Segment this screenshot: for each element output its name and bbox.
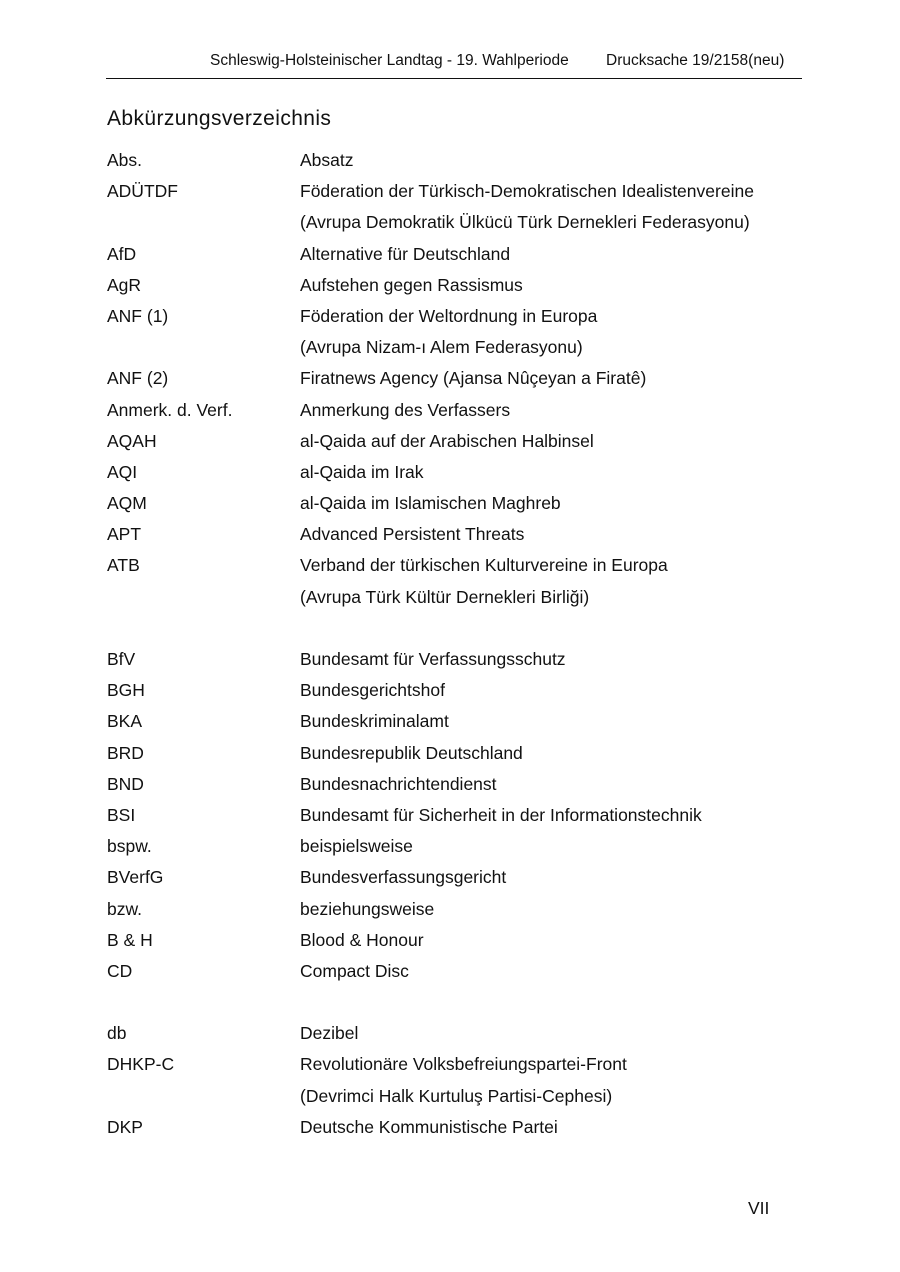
definition: Anmerkung des Verfassers	[300, 399, 511, 420]
definition: al-Qaida auf der Arabischen Halbinsel	[300, 430, 594, 451]
list-item	[107, 426, 797, 457]
definition: Bundesamt für Verfassungsschutz	[300, 649, 566, 669]
header-document-number: Drucksache 19/2158(neu)	[606, 52, 785, 69]
list-item	[107, 1049, 797, 1080]
list-item	[107, 550, 797, 581]
abbreviation: Anmerk. d. Verf.	[107, 399, 233, 420]
abbreviation: AQM	[107, 493, 147, 514]
page-number: VII	[748, 1198, 770, 1218]
definition: Dezibel	[300, 1023, 359, 1044]
abbreviation: BGH	[107, 680, 145, 701]
abbreviation: DKP	[107, 1116, 143, 1137]
list-item	[107, 457, 797, 488]
abbreviation: AQAH	[107, 430, 157, 451]
abbreviation: AgR	[107, 274, 142, 295]
page-header	[106, 52, 802, 79]
list-spacer	[107, 987, 797, 1018]
abbreviation-list	[107, 145, 797, 1143]
list-item	[107, 176, 797, 207]
definition: Verband der türkischen Kulturvereine in Europa	[300, 555, 668, 576]
definition: (Devrimci Halk Kurtuluş Partisi-Cephesi)	[300, 1085, 613, 1106]
list-item	[107, 488, 797, 519]
page-title: Abkürzungsverzeichnis	[107, 107, 332, 130]
abbreviation: ATB	[107, 555, 140, 576]
list-item	[107, 925, 797, 956]
abbreviation: BVerfG	[107, 867, 164, 888]
list-item	[107, 800, 797, 831]
abbreviation: BfV	[107, 649, 136, 669]
abbreviation: Abs.	[107, 150, 143, 170]
abbreviation: BND	[107, 773, 144, 794]
list-item	[107, 1081, 797, 1112]
list-item	[107, 301, 797, 332]
definition: Alternative für Deutschland	[300, 243, 511, 264]
list-item	[107, 239, 797, 270]
definition: Firatnews Agency (Ajansa Nûçeyan a Firatê)	[300, 368, 647, 389]
abbreviation: ANF (2)	[107, 368, 169, 389]
definition: Absatz	[300, 150, 354, 170]
definition: beziehungsweise	[300, 898, 435, 919]
definition: al-Qaida im Irak	[300, 461, 424, 482]
definition: Aufstehen gegen Rassismus	[300, 274, 523, 295]
definition: (Avrupa Nizam-ı Alem Federasyonu)	[300, 337, 583, 358]
list-item	[107, 738, 797, 769]
abbreviation: AQI	[107, 461, 138, 482]
list-item	[107, 332, 797, 363]
definition: Föderation der Weltordnung in Europa	[300, 305, 598, 326]
list-spacer	[107, 613, 797, 644]
definition: Advanced Persistent Threats	[300, 524, 525, 545]
list-item	[107, 145, 797, 176]
list-item	[107, 395, 797, 426]
definition: al-Qaida im Islamischen Maghreb	[300, 493, 561, 514]
abbreviation: BSI	[107, 804, 136, 825]
abbreviation: APT	[107, 524, 142, 545]
definition: (Avrupa Türk Kültür Dernekleri Birliği)	[300, 586, 590, 607]
abbreviation: AfD	[107, 243, 137, 264]
list-item	[107, 1112, 797, 1143]
abbreviation: bzw.	[107, 898, 143, 919]
list-item	[107, 644, 797, 675]
list-item	[107, 769, 797, 800]
abbreviation: DHKP-C	[107, 1054, 175, 1075]
definition: Bundesrepublik Deutschland	[300, 742, 523, 763]
header-title: Schleswig-Holsteinischer Landtag - 19. Wahlperiode	[210, 52, 569, 69]
abbreviation: ANF (1)	[107, 305, 169, 326]
definition: beispielsweise	[300, 836, 413, 857]
list-item	[107, 862, 797, 893]
list-item	[107, 582, 797, 613]
definition: Bundesgerichtshof	[300, 680, 445, 701]
list-item	[107, 831, 797, 862]
abbreviation: bspw.	[107, 836, 152, 857]
list-item	[107, 363, 797, 394]
list-item	[107, 956, 797, 987]
abbreviation: B & H	[107, 929, 153, 950]
abbreviation: BRD	[107, 742, 144, 763]
definition: Compact Disc	[300, 960, 409, 981]
list-item	[107, 1018, 797, 1049]
abbreviation: db	[107, 1023, 127, 1044]
abbreviation: ADÜTDF	[107, 181, 178, 202]
definition: Blood & Honour	[300, 929, 424, 950]
definition: (Avrupa Demokratik Ülkücü Türk Dernekleri Federasyonu)	[300, 212, 750, 233]
abbreviation: BKA	[107, 711, 143, 732]
definition: Föderation der Türkisch-Demokratischen Idealistenvereine	[300, 181, 754, 202]
list-item	[107, 519, 797, 550]
list-item	[107, 207, 797, 238]
definition: Bundesverfassungsgericht	[300, 867, 507, 888]
list-item	[107, 270, 797, 301]
definition: Bundeskriminalamt	[300, 711, 449, 732]
list-item	[107, 706, 797, 737]
list-item	[107, 894, 797, 925]
list-item	[107, 675, 797, 706]
definition: Deutsche Kommunistische Partei	[300, 1116, 558, 1137]
abbreviation: CD	[107, 960, 133, 981]
definition: Revolutionäre Volksbefreiungspartei-Front	[300, 1054, 627, 1075]
definition: Bundesamt für Sicherheit in der Informationstechnik	[300, 804, 702, 825]
definition: Bundesnachrichtendienst	[300, 773, 497, 794]
